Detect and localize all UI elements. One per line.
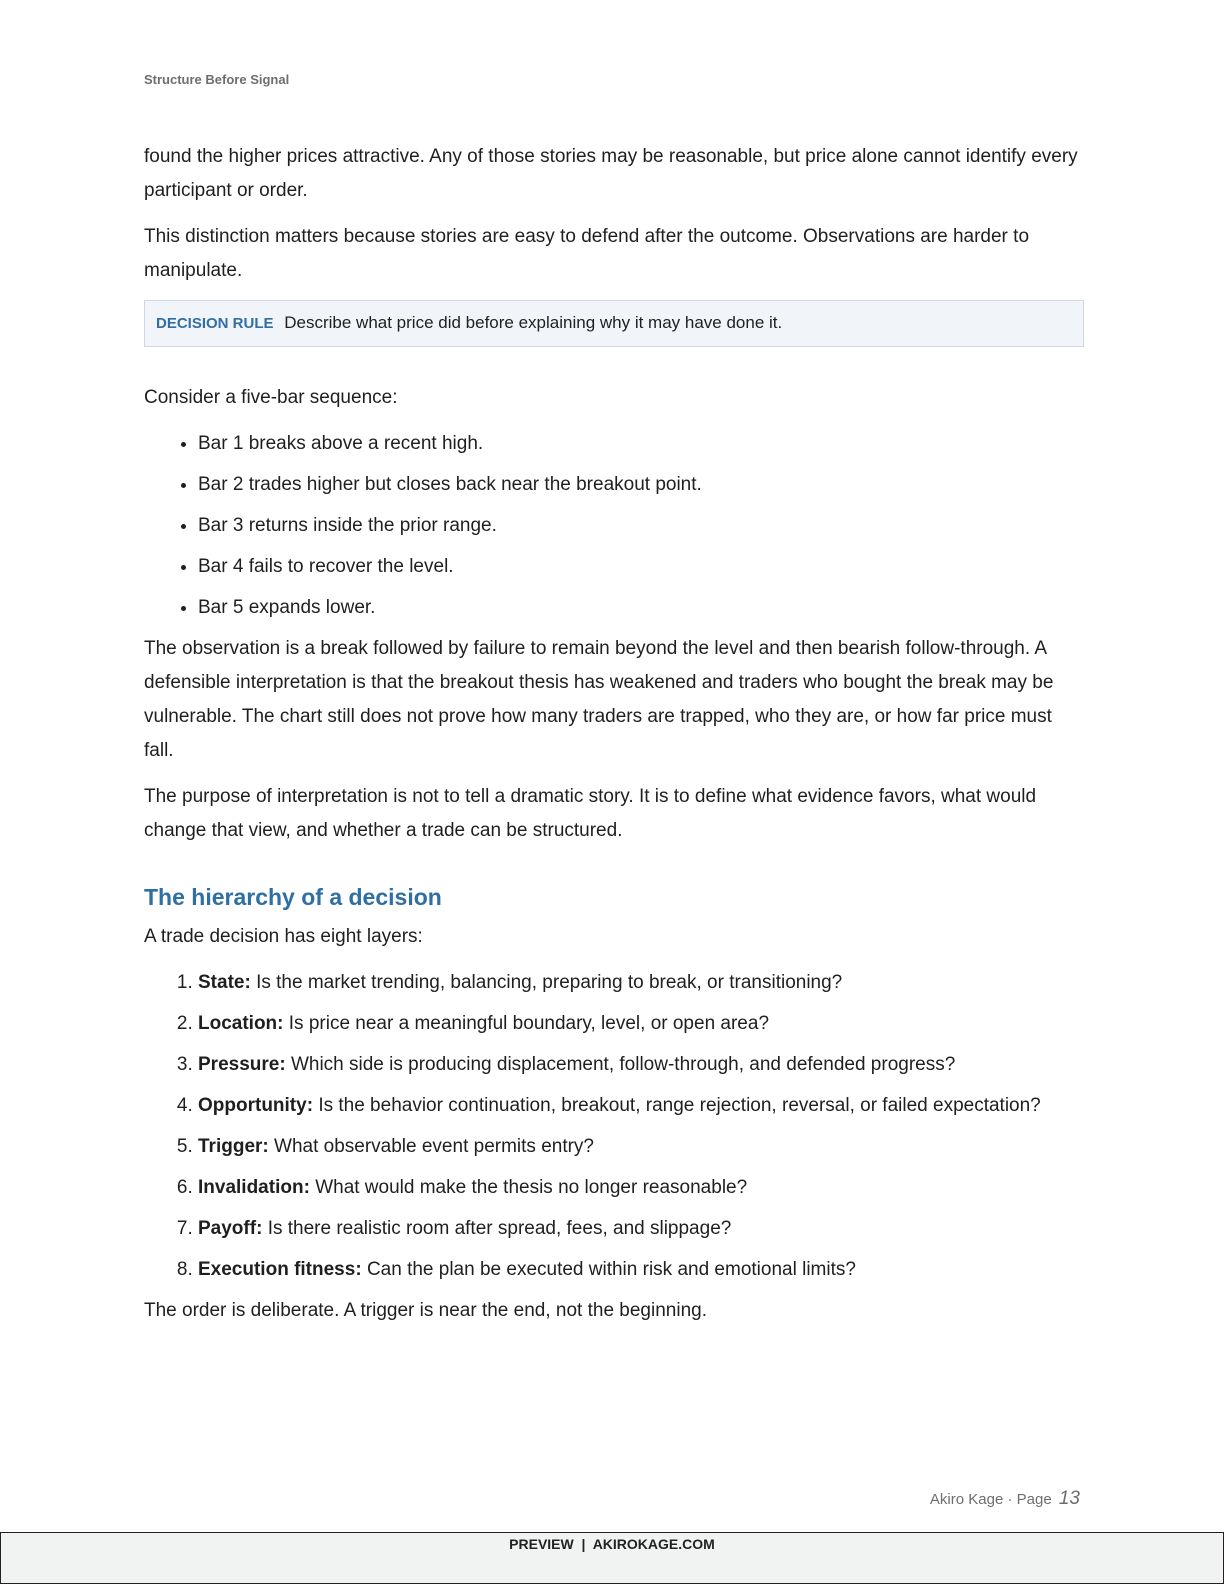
footer-separator: · xyxy=(1007,1491,1013,1508)
running-head: Structure Before Signal xyxy=(144,72,290,87)
body-paragraph: found the higher prices attractive. Any of those stories may be reasonable, but price alone cannot identify every participant or order. xyxy=(144,146,1078,201)
body-paragraph: The observation is a break followed by failure to remain beyond the level and then bearish follow-through. A defensible interpretation is that the breakout thesis has weakened and traders who bought the break may be vulnerable. The chart still does not prove how many traders are trapped, who they are, or how far price must fall. xyxy=(144,638,1054,761)
preview-banner-text: PREVIEW | AKIROKAGE.COM xyxy=(509,1536,715,1552)
callout-text: Describe what price did before explaining why it may have done it. xyxy=(284,313,783,332)
list-item xyxy=(198,1007,1084,1041)
body-paragraph: This distinction matters because stories are easy to defend after the outcome. Observations are harder to manipulate. xyxy=(144,226,1030,281)
list-item xyxy=(198,1253,1084,1287)
list-item xyxy=(198,1212,1084,1246)
list-item: • Bar 5 expands lower. xyxy=(198,591,1084,625)
layer-text: Is price near a meaningful boundary, level, or open area? xyxy=(288,1013,770,1034)
layer-term: Location: xyxy=(198,1013,284,1034)
decision-rule-callout xyxy=(144,300,1084,347)
list-item: • Bar 3 returns inside the prior range. xyxy=(198,509,1084,543)
callout-label: DECISION RULE xyxy=(156,315,274,332)
page-label: Page xyxy=(1016,1491,1052,1508)
layer-term: Pressure: xyxy=(198,1054,286,1075)
list-item: • Bar 4 fails to recover the level. xyxy=(198,550,1084,584)
layer-text: Which side is producing displacement, follow-through, and defended progress? xyxy=(290,1054,956,1075)
decision-layers-list xyxy=(144,966,1084,1287)
body-paragraph: The purpose of interpretation is not to tell a dramatic story. It is to define what evidence favors, what would change that view, and whether a trade can be structured. xyxy=(144,786,1037,841)
layer-text: Is there realistic room after spread, fees, and slippage? xyxy=(267,1218,732,1239)
bar-sequence-list xyxy=(144,427,1084,625)
preview-banner xyxy=(0,1532,1224,1584)
list-item: • Bar 2 trades higher but closes back near the breakout point. xyxy=(198,468,1084,502)
list-item xyxy=(198,1048,1084,1082)
list-item xyxy=(198,1171,1084,1205)
author-name: Akiro Kage xyxy=(929,1491,1004,1508)
page-number: 13 xyxy=(1058,1488,1080,1509)
layer-term: Invalidation: xyxy=(198,1177,310,1198)
layer-text: What would make the thesis no longer reasonable? xyxy=(315,1177,748,1198)
layer-text: Can the plan be executed within risk and emotional limits? xyxy=(366,1259,856,1280)
layer-term: State: xyxy=(198,972,251,993)
layer-term: Payoff: xyxy=(198,1218,263,1239)
layer-term: Trigger: xyxy=(198,1136,269,1157)
layer-text: Is the behavior continuation, breakout, range rejection, reversal, or failed expectation? xyxy=(318,1095,1041,1116)
layer-text: Is the market trending, balancing, preparing to break, or transitioning? xyxy=(256,972,843,993)
page-body xyxy=(144,140,1084,1340)
layer-term: Execution fitness: xyxy=(198,1259,362,1280)
body-paragraph: A trade decision has eight layers: xyxy=(144,926,423,947)
layer-term: Opportunity: xyxy=(198,1095,314,1116)
body-paragraph: The order is deliberate. A trigger is near the end, not the beginning. xyxy=(144,1300,707,1321)
body-paragraph: Consider a five-bar sequence: xyxy=(144,387,398,408)
list-item xyxy=(198,1089,1084,1123)
section-heading: The hierarchy of a decision xyxy=(144,884,442,910)
layer-text: What observable event permits entry? xyxy=(274,1136,595,1157)
list-item xyxy=(198,966,1084,1000)
list-item: • Bar 1 breaks above a recent high. xyxy=(198,427,1084,461)
page-footer xyxy=(930,1488,1080,1510)
list-item xyxy=(198,1130,1084,1164)
